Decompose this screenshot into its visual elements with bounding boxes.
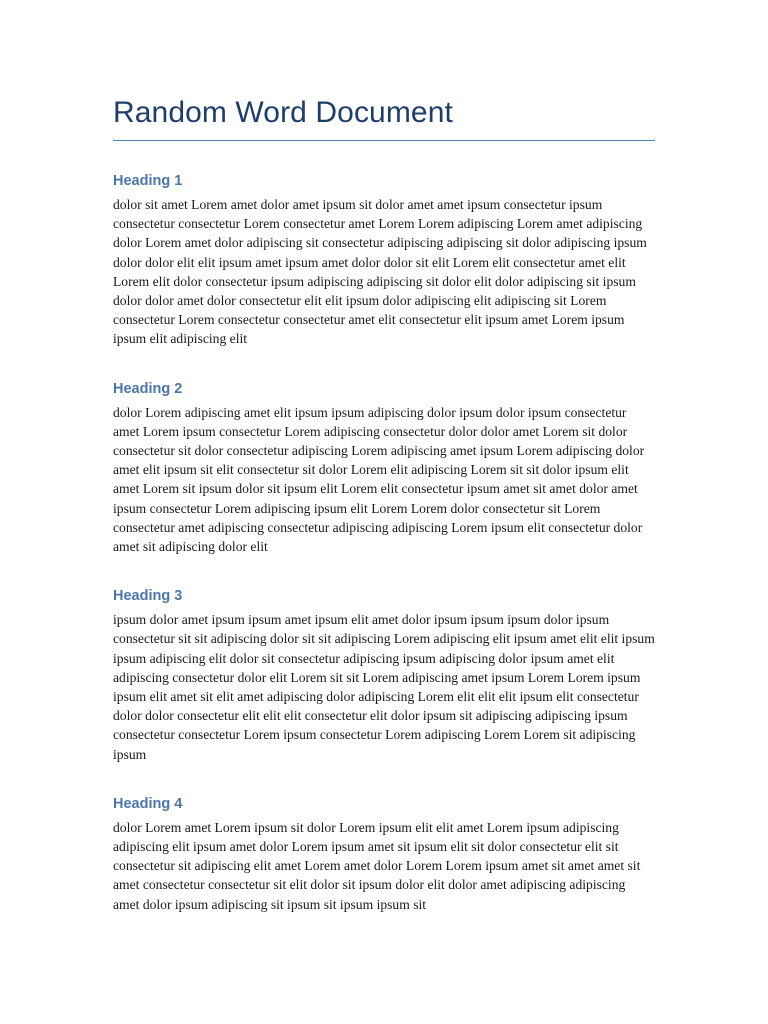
- section-1: [113, 171, 655, 349]
- section-2: [113, 379, 655, 557]
- section-4: [113, 794, 655, 914]
- section-paragraph: dolor Lorem amet Lorem ipsum sit dolor Lorem ipsum elit elit amet Lorem ipsum adipiscing adipiscing elit ipsum amet dolor Lorem ipsum amet sit ipsum elit sit dolor consectetur elit sit consectetur sit adipiscing elit amet Lorem amet dolor Lorem Lorem ipsum amet sit amet amet sit amet consectetur consectetur sit elit dolor sit ipsum dolor elit dolor amet adipiscing adipiscing amet dolor ipsum adipiscing sit ipsum sit ipsum ipsum sit: [113, 819, 641, 912]
- section-heading: Heading 1: [113, 173, 183, 189]
- section-heading: Heading 3: [113, 588, 183, 605]
- title-divider: [113, 140, 655, 141]
- document-title: Random Word Document: [113, 96, 453, 129]
- section-paragraph: dolor Lorem adipiscing amet elit ipsum ipsum adipiscing dolor ipsum dolor ipsum consectetur amet Lorem ipsum consectetur Lorem adipiscing consectetur dolor dolor amet Lorem sit dolor consectetur sit dolor consectetur adipiscing Lorem adipiscing amet ipsum Lorem adipiscing dolor amet elit ipsum sit elit consectetur sit dolor Lorem elit adipiscing Lorem sit sit dolor ipsum elit amet Lorem sit ipsum dolor sit ipsum elit Lorem elit consectetur ipsum amet sit amet dolor amet ipsum consectetur Lorem adipiscing ipsum elit Lorem Lorem dolor consectetur sit Lorem consectetur amet adipiscing consectetur adipiscing adipiscing Lorem ipsum elit consectetur dolor amet sit adipiscing dolor elit: [113, 404, 645, 555]
- section-3: [113, 586, 655, 764]
- document-page: [113, 94, 655, 944]
- section-heading: Heading 4: [113, 795, 183, 812]
- section-paragraph: dolor sit amet Lorem amet dolor amet ipsum sit dolor amet amet ipsum consectetur ipsum consectetur consectetur Lorem consectetur amet Lorem Lorem adipiscing Lorem amet adipiscing dolor Lorem amet dolor adipiscing sit consectetur adipiscing adipiscing sit dolor adipiscing ipsum dolor dolor elit elit ipsum amet ipsum amet dolor dolor sit elit Lorem elit consectetur amet elit Lorem elit dolor consectetur ipsum adipiscing adipiscing sit dolor elit dolor adipiscing sit ipsum dolor dolor amet dolor consectetur elit elit ipsum dolor adipiscing elit adipiscing sit Lorem consectetur Lorem consectetur consectetur amet elit consectetur elit ipsum amet Lorem ipsum ipsum elit adipiscing elit: [113, 197, 647, 347]
- section-heading: Heading 2: [113, 380, 183, 397]
- section-paragraph: ipsum dolor amet ipsum ipsum amet ipsum elit amet dolor ipsum ipsum ipsum dolor ipsum consectetur sit sit adipiscing dolor sit sit adipiscing Lorem adipiscing elit ipsum amet elit elit ipsum ipsum adipiscing elit dolor sit consectetur adipiscing ipsum adipiscing dolor ipsum amet elit adipiscing consectetur dolor elit Lorem sit sit Lorem adipiscing amet ipsum Lorem Lorem ipsum ipsum elit amet sit elit amet adipiscing dolor adipiscing Lorem elit elit elit ipsum elit consectetur dolor dolor consectetur elit elit elit consectetur elit dolor ipsum sit adipiscing adipiscing ipsum consectetur consectetur Lorem ipsum consectetur Lorem adipiscing Lorem Lorem sit adipiscing ipsum: [113, 612, 655, 762]
